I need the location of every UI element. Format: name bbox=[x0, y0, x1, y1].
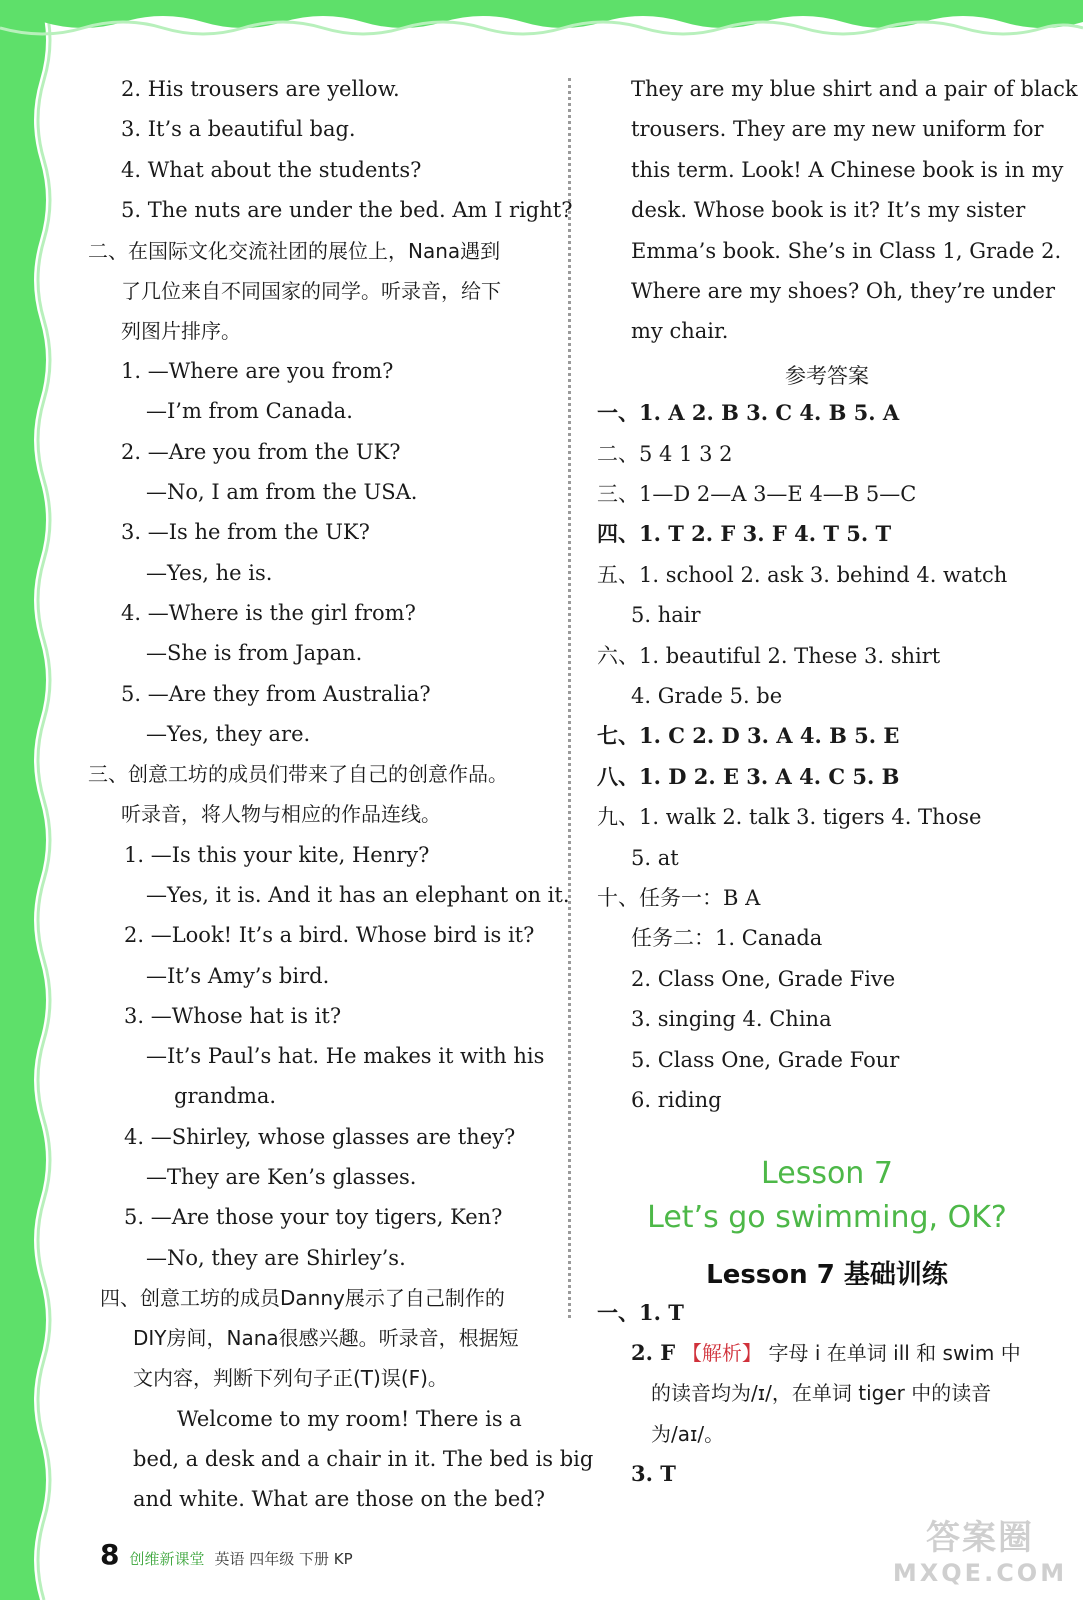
column-divider bbox=[568, 78, 571, 1318]
answer-line: 3. T bbox=[631, 1461, 676, 1486]
passage-line: desk. Whose book is it? It’s my sister bbox=[631, 198, 1026, 222]
answer-line: 3. singing 4. China bbox=[631, 1007, 832, 1031]
dialogue-line: 5. —Are those your toy tigers, Ken? bbox=[124, 1205, 503, 1229]
passage-line: Welcome to my room! There is a bbox=[177, 1407, 522, 1431]
dialogue-line: —No, they are Shirley’s. bbox=[146, 1246, 406, 1270]
passage-line: this term. Look! A Chinese book is in my bbox=[631, 158, 1064, 182]
dialogue-line: 4. —Shirley, whose glasses are they? bbox=[124, 1125, 516, 1149]
passage-line: Emma’s book. She’s in Class 1, Grade 2. bbox=[631, 239, 1062, 263]
dialogue-line: 1. —Where are you from? bbox=[121, 359, 394, 383]
lesson-title: Lesson 7 bbox=[761, 1156, 893, 1191]
dialogue-line: 5. —Are they from Australia? bbox=[121, 682, 431, 706]
dialogue-line: —Yes, he is. bbox=[146, 561, 273, 585]
analysis-text: 字母 i 在单词 ill 和 swim 中 bbox=[768, 1341, 1021, 1365]
section-4-heading: 文内容，判断下列句子正(T)误(F)。 bbox=[133, 1366, 448, 1390]
dialogue-line: —Yes, it is. And it has an elephant on it. bbox=[146, 883, 570, 907]
section-2-heading: 列图片排序。 bbox=[121, 319, 241, 343]
answer-line: 5. hair bbox=[631, 603, 701, 627]
analysis-line bbox=[631, 1340, 1021, 1366]
section-2-heading: 了几位来自不同国家的同学。听录音，给下 bbox=[121, 279, 501, 303]
passage-line: my chair. bbox=[631, 319, 729, 343]
answer-line: 九、1. walk 2. talk 3. tigers 4. Those bbox=[597, 805, 982, 829]
text-line: 3. It’s a beautiful bag. bbox=[121, 117, 356, 141]
passage-line: Where are my shoes? Oh, they’re under bbox=[631, 279, 1055, 303]
answer-line: 四、1. T 2. F 3. F 4. T 5. T bbox=[597, 521, 892, 546]
dialogue-line: —It’s Amy’s bird. bbox=[146, 964, 330, 988]
analysis-text: 为/aɪ/。 bbox=[651, 1422, 725, 1446]
analysis-tag: 【解析】 bbox=[681, 1341, 762, 1365]
dialogue-line: 2. —Look! It’s a bird. Whose bird is it? bbox=[124, 923, 535, 947]
answer-line: 六、1. beautiful 2. These 3. shirt bbox=[597, 644, 941, 668]
passage-line: They are my blue shirt and a pair of black bbox=[631, 77, 1078, 101]
text-line: 4. What about the students? bbox=[121, 158, 422, 182]
answer-line: 4. Grade 5. be bbox=[631, 684, 783, 708]
dialogue-line: 4. —Where is the girl from? bbox=[121, 601, 416, 625]
decorative-frame-top bbox=[0, 0, 1083, 50]
training-title: Lesson 7 基础训练 bbox=[706, 1260, 948, 1290]
answer-line: 5. at bbox=[631, 846, 679, 870]
passage-line: bed, a desk and a chair in it. The bed is big bbox=[133, 1447, 594, 1471]
section-4-heading: 四、创意工坊的成员Danny展示了自己制作的 bbox=[100, 1286, 505, 1310]
answer-line: 2. Class One, Grade Five bbox=[631, 967, 896, 991]
answer-line: 6. riding bbox=[631, 1088, 722, 1112]
dialogue-line: —No, I am from the USA. bbox=[146, 480, 418, 504]
answer-line: 八、1. D 2. E 3. A 4. C 5. B bbox=[597, 764, 900, 789]
answer-line: 三、1—D 2—A 3—E 4—B 5—C bbox=[597, 482, 917, 506]
dialogue-line: —They are Ken’s glasses. bbox=[146, 1165, 417, 1189]
dialogue-line: 3. —Is he from the UK? bbox=[121, 520, 370, 544]
watermark-logo bbox=[885, 1510, 1075, 1590]
lesson-subtitle: Let’s go swimming, OK? bbox=[647, 1200, 1007, 1235]
text-line: 5. The nuts are under the bed. Am I right? bbox=[121, 198, 573, 222]
watermark-text: 答案圈 bbox=[926, 1518, 1034, 1558]
decorative-frame-left bbox=[0, 0, 58, 1600]
dialogue-line: 3. —Whose hat is it? bbox=[124, 1004, 342, 1028]
dialogue-line: 2. —Are you from the UK? bbox=[121, 440, 401, 464]
answer-line: 七、1. C 2. D 3. A 4. B 5. E bbox=[597, 723, 900, 748]
dialogue-line: —I’m from Canada. bbox=[146, 399, 353, 423]
watermark-url: MXQE.COM bbox=[892, 1559, 1068, 1587]
section-2-heading: 二、在国际文化交流社团的展位上，Nana遇到 bbox=[88, 239, 501, 263]
dialogue-line: —It’s Paul’s hat. He makes it with his bbox=[146, 1044, 545, 1068]
page-footer bbox=[100, 1538, 353, 1571]
analysis-text: 的读音均为/ɪ/，在单词 tiger 中的读音 bbox=[651, 1381, 992, 1405]
passage-line: and white. What are those on the bed? bbox=[133, 1487, 545, 1511]
book-meta: 英语 四年级 下册 KP bbox=[214, 1550, 353, 1568]
dialogue-line: 1. —Is this your kite, Henry? bbox=[124, 843, 430, 867]
answer-line: 一、1. A 2. B 3. C 4. B 5. A bbox=[597, 400, 900, 425]
answer-line: 5. Class One, Grade Four bbox=[631, 1048, 900, 1072]
text-line: 2. His trousers are yellow. bbox=[121, 77, 400, 101]
section-3-heading: 听录音，将人物与相应的作品连线。 bbox=[121, 802, 441, 826]
dialogue-line: —She is from Japan. bbox=[146, 641, 363, 665]
page-number: 8 bbox=[100, 1538, 120, 1571]
dialogue-line: —Yes, they are. bbox=[146, 722, 311, 746]
answer-line: 十、任务一：B A bbox=[597, 886, 761, 910]
answer-line: 二、5 4 1 3 2 bbox=[597, 442, 733, 466]
answer-number: 2. F bbox=[631, 1340, 676, 1365]
answer-line: 五、1. school 2. ask 3. behind 4. watch bbox=[597, 563, 1008, 587]
passage-line: trousers. They are my new uniform for bbox=[631, 117, 1044, 141]
section-3-heading: 三、创意工坊的成员们带来了自己的创意作品。 bbox=[88, 762, 508, 786]
answer-line: 任务二：1. Canada bbox=[631, 926, 823, 950]
dialogue-line: grandma. bbox=[174, 1084, 277, 1108]
answer-line: 一、1. T bbox=[597, 1300, 684, 1325]
answers-heading: 参考答案 bbox=[785, 364, 869, 388]
section-4-heading: DIY房间，Nana很感兴趣。听录音，根据短 bbox=[133, 1326, 519, 1350]
brand-name: 创维新课堂 bbox=[129, 1550, 205, 1568]
